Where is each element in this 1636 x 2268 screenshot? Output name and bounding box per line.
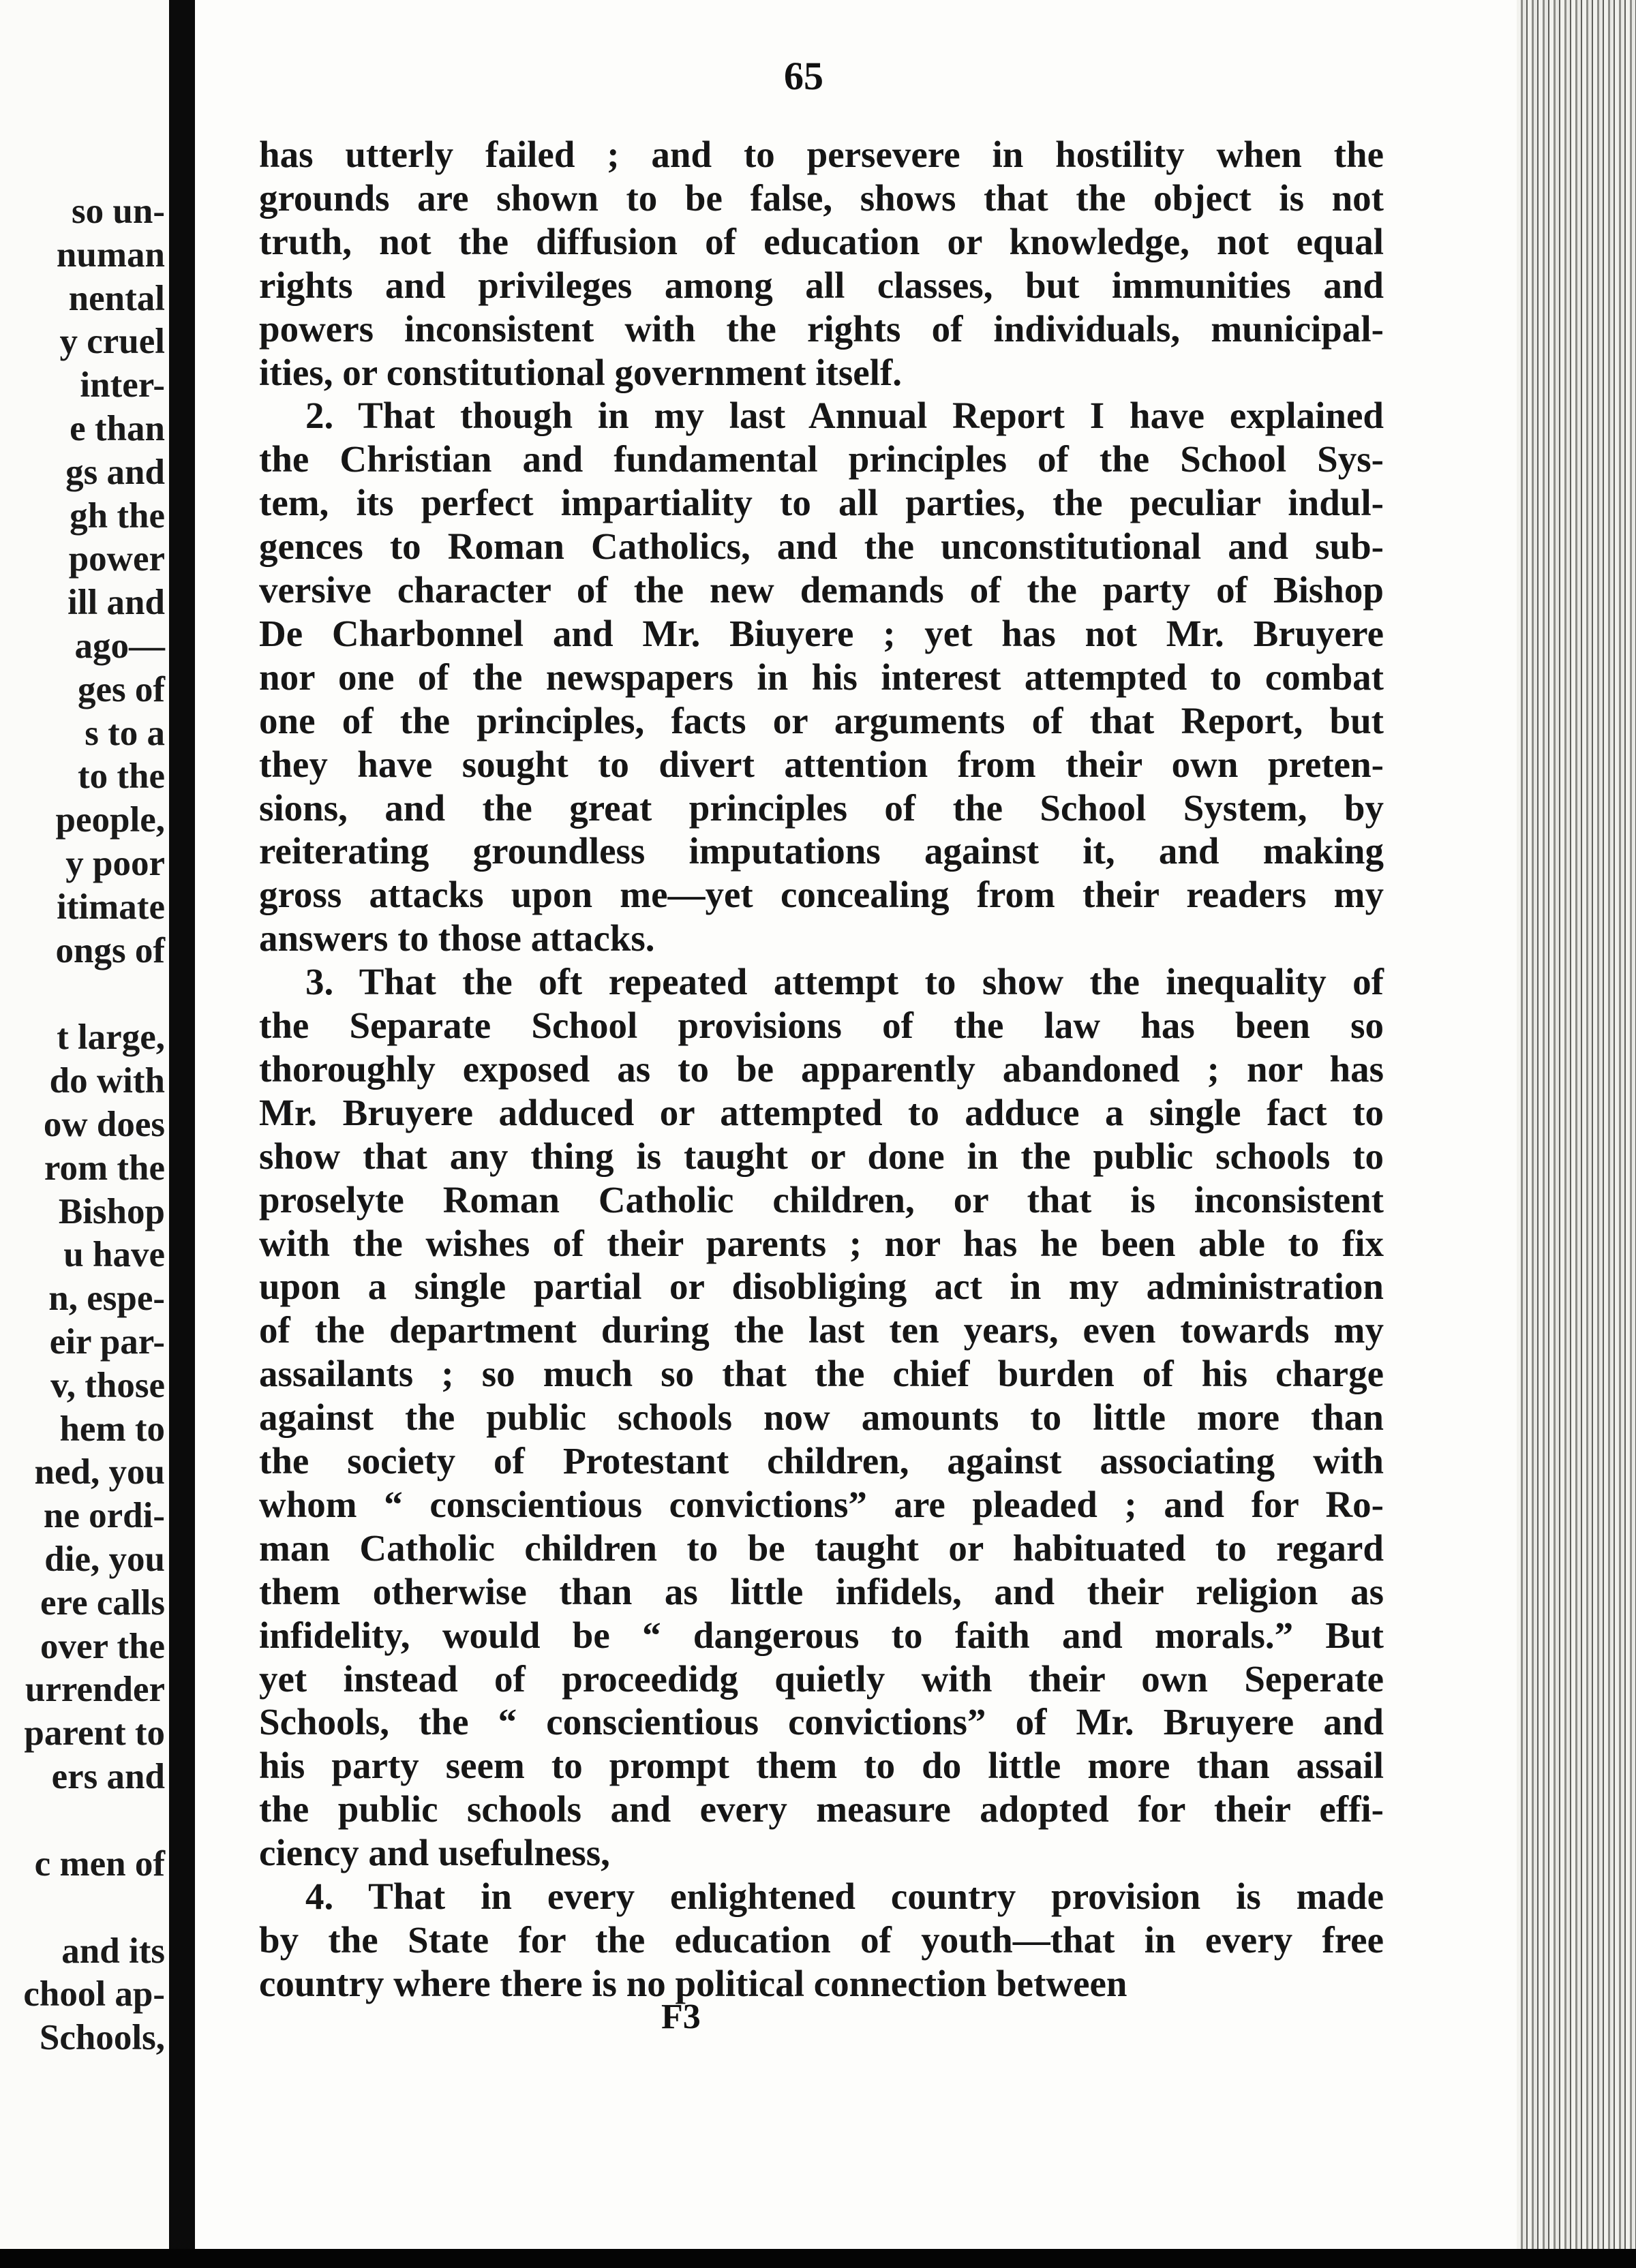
body-text-line: grounds are shown to be false, shows that the object is not bbox=[259, 177, 1384, 219]
left-page-line: ned, you bbox=[34, 1452, 165, 1492]
left-page-line: ongs of bbox=[55, 930, 165, 970]
body-text-line: the Separate School provisions of the law has been so bbox=[259, 1005, 1384, 1046]
body-text-line: thoroughly exposed as to be apparently abandoned ; nor has bbox=[259, 1047, 1384, 1090]
body-text-line: versive character of the new demands of the party of Bishop bbox=[259, 569, 1384, 611]
left-page-line: ers and bbox=[51, 1757, 165, 1796]
body-text-line: upon a single partial or disobliging act in my administration bbox=[259, 1266, 1384, 1308]
left-page-line: ges of bbox=[77, 669, 165, 709]
body-text-line: 3. That the oft repeated attempt to show the inequality of bbox=[305, 961, 1384, 1003]
body-text-line: has utterly failed ; and to persevere in hostility when the bbox=[259, 134, 1384, 175]
body-text-line: with the wishes of their parents ; nor has he been able to fix bbox=[259, 1222, 1384, 1264]
left-page-line: gs and bbox=[65, 452, 165, 492]
body-text-line: reiterating groundless imputations against it, and making bbox=[259, 830, 1384, 872]
left-page-line: itimate bbox=[57, 887, 165, 927]
left-page-line: rom the bbox=[44, 1148, 165, 1188]
body-text-line: his party seem to prompt them to do little more than assail bbox=[259, 1745, 1384, 1787]
body-text-line: against the public schools now amounts to little more than bbox=[259, 1396, 1384, 1439]
body-text-line: the Christian and fundamental principles of the School Sys- bbox=[259, 438, 1384, 480]
body-text-line: answers to those attacks. bbox=[259, 917, 655, 960]
body-text-line: Mr. Bruyere adduced or attempted to adduce a single fact to bbox=[259, 1091, 1384, 1133]
left-page-line: e than bbox=[70, 409, 165, 448]
body-text-line: show that any thing is taught or done in the public schools to bbox=[259, 1135, 1384, 1177]
body-text-line: yet instead of proceedidg quietly with their own Seperate bbox=[259, 1657, 1384, 1700]
left-page-line: t large, bbox=[57, 1017, 165, 1058]
body-text-line: 2. That though in my last Annual Report I have explained bbox=[305, 395, 1384, 437]
left-page-line: v, those bbox=[50, 1365, 165, 1405]
left-page-line: y poor bbox=[65, 844, 165, 883]
left-page-line: hem to bbox=[59, 1409, 165, 1449]
body-text-line: powers inconsistent with the rights of individuals, municipal- bbox=[259, 307, 1384, 350]
left-page-line: c men of bbox=[34, 1843, 165, 1884]
body-text-line: man Catholic children to be taught or habituated to regard bbox=[259, 1527, 1384, 1569]
page-stack-edges bbox=[1517, 0, 1636, 2249]
body-text-line: whom “ conscientious convictions” are pleaded ; and for Ro- bbox=[259, 1483, 1384, 1525]
page-number: 65 bbox=[784, 54, 823, 98]
body-text-line: the society of Protestant children, against associating with bbox=[259, 1440, 1384, 1482]
body-text-line: one of the principles, facts or arguments of that Report, but bbox=[259, 699, 1384, 741]
left-page-line: Schools, bbox=[39, 2018, 165, 2058]
body-text-line: by the State for the education of youth—that in every free bbox=[259, 1918, 1384, 1961]
left-page-line: so un- bbox=[72, 191, 165, 231]
signature-mark: F3 bbox=[661, 1997, 701, 2036]
body-text-line: truth, not the diffusion of education or knowledge, not equal bbox=[259, 220, 1384, 262]
book-gutter bbox=[169, 0, 196, 2249]
body-text-line: assailants ; so much so that the chief burden of his charge bbox=[259, 1353, 1384, 1395]
body-text-line: ities, or constitutional government itself. bbox=[259, 351, 903, 393]
body-text-line: they have sought to divert attention from their own preten- bbox=[259, 743, 1384, 785]
left-page-line: numan bbox=[56, 234, 165, 275]
left-page-line: chool ap- bbox=[23, 1974, 165, 2014]
body-text-line: them otherwise than as little infidels, and their religion as bbox=[259, 1570, 1384, 1612]
left-page-line: n, espe- bbox=[48, 1278, 165, 1319]
left-page-line: and its bbox=[61, 1931, 165, 1971]
body-text-line: nor one of the newspapers in his interest attempted to combat bbox=[259, 656, 1384, 698]
left-page-line: do with bbox=[49, 1061, 165, 1101]
body-text-line: the public schools and every measure adopted for their effi- bbox=[259, 1788, 1384, 1830]
left-page-line: people, bbox=[55, 800, 165, 840]
left-page-line: die, you bbox=[44, 1539, 165, 1579]
left-page-line: gh the bbox=[70, 495, 165, 536]
body-text-line: sions, and the great principles of the School System, by bbox=[259, 786, 1384, 829]
left-page bbox=[0, 0, 192, 2249]
left-page-line: ne ordi- bbox=[43, 1496, 165, 1536]
body-text-line: of the department during the last ten years, even towards my bbox=[259, 1309, 1384, 1351]
body-text-line: tem, its perfect impartiality to all parties, the peculiar indul- bbox=[259, 482, 1384, 524]
bottom-shadow bbox=[0, 2249, 1636, 2268]
left-page-line: Bishop bbox=[58, 1191, 165, 1231]
body-text-line: De Charbonnel and Mr. Biuyere ; yet has not Mr. Bruyere bbox=[259, 612, 1384, 654]
left-page-line: ill and bbox=[67, 583, 165, 623]
body-text-line: infidelity, would be “ dangerous to faith and morals.” But bbox=[259, 1614, 1384, 1656]
left-page-line: inter- bbox=[80, 365, 165, 405]
left-page-line: ago— bbox=[74, 626, 165, 666]
left-page-line: y cruel bbox=[59, 322, 165, 362]
left-page-line: nental bbox=[68, 278, 165, 318]
left-page-line: urrender bbox=[25, 1670, 165, 1710]
left-page-line: power bbox=[68, 539, 165, 579]
left-page-line: s to a bbox=[85, 713, 165, 753]
left-page-line: over the bbox=[40, 1626, 165, 1666]
body-text-line: 4. That in every enlightened country provision is made bbox=[305, 1875, 1384, 1917]
left-page-line: u have bbox=[63, 1235, 165, 1275]
body-text-line: Schools, the “ conscientious convictions” of Mr. Bruyere and bbox=[259, 1701, 1384, 1743]
body-text-line: rights and privileges among all classes, but immunities and bbox=[259, 264, 1384, 306]
left-page-line: ere calls bbox=[40, 1582, 165, 1623]
body-text-line: gences to Roman Catholics, and the unconstitutional and sub- bbox=[259, 525, 1384, 568]
body-text-line: ciency and usefulness, bbox=[259, 1832, 610, 1874]
left-page-line: parent to bbox=[24, 1713, 165, 1753]
body-text-line: gross attacks upon me—yet concealing from their readers my bbox=[259, 874, 1384, 916]
left-page-line: to the bbox=[77, 756, 165, 797]
left-page-line: ow does bbox=[43, 1105, 165, 1144]
left-page-line: eir par- bbox=[49, 1322, 165, 1362]
body-text-line: country where there is no political connection between bbox=[259, 1962, 1127, 2004]
body-text-line: proselyte Roman Catholic children, or that is inconsistent bbox=[259, 1178, 1384, 1221]
